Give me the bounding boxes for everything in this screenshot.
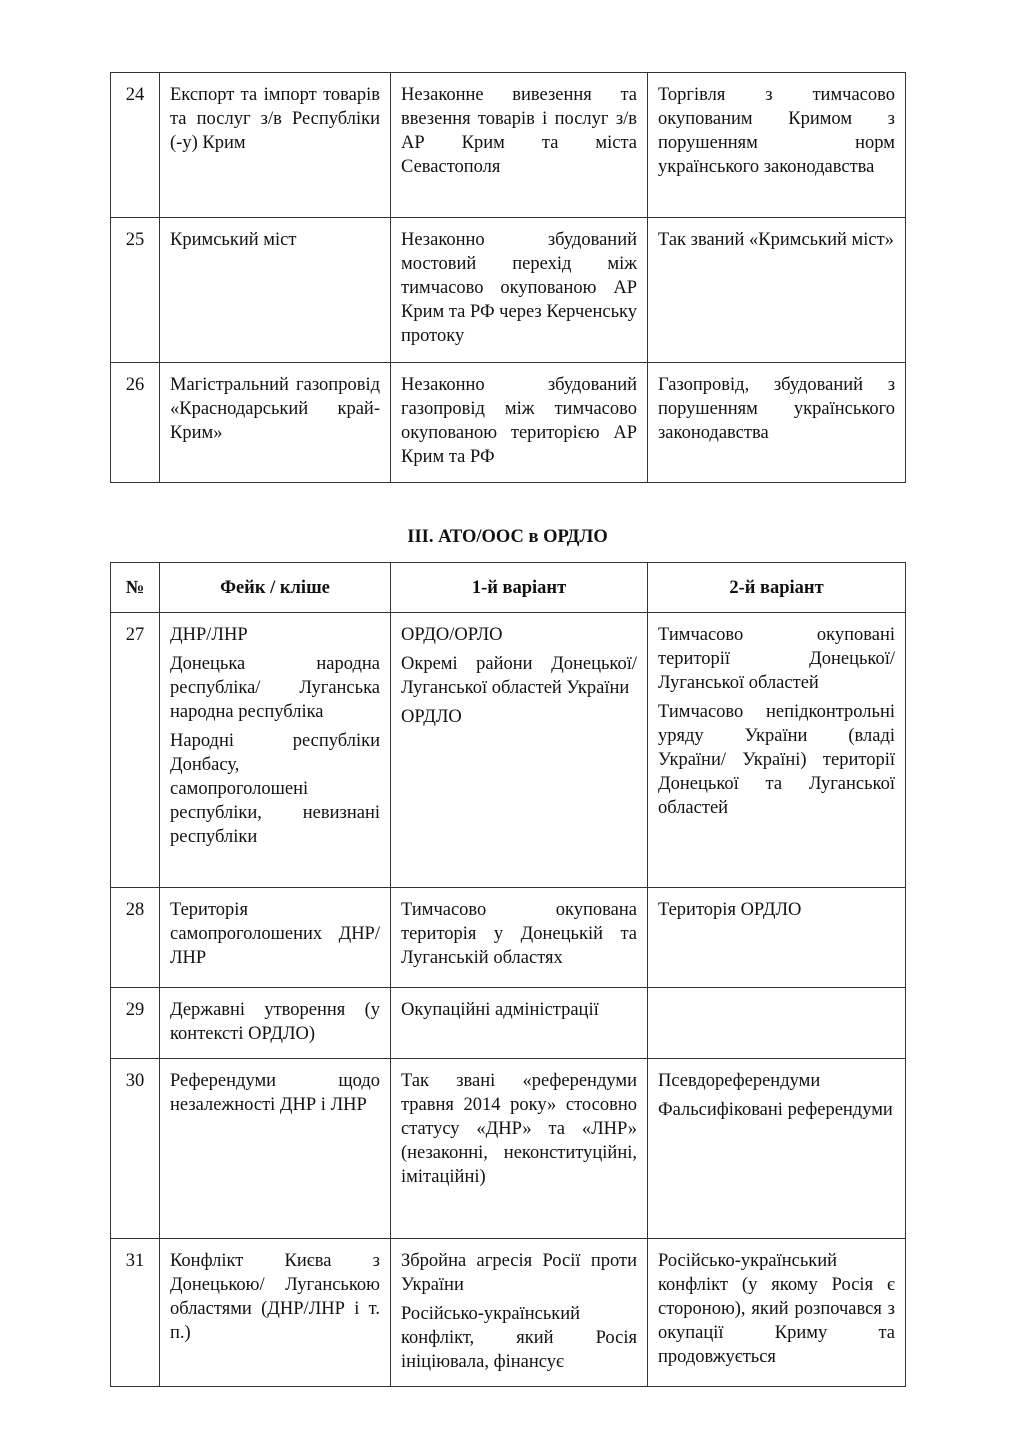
table-crimea-body [111, 73, 906, 483]
cell-paragraph: Російсько-український конфлікт (у якому Росія є стороною), який розпочався з окупації Криму та продовжується [658, 1251, 895, 1367]
cell-variant-2 [648, 888, 906, 988]
cell-paragraph: Тимчасово окуповані території Донецької/ Луганської областей [658, 625, 895, 693]
cell-paragraph: Так званий «Кримський міст» [658, 230, 894, 250]
cell-variant-2 [648, 73, 906, 218]
cell-paragraph: Незаконно збудований мостовий перехід між тимчасово окупованою АР Крим та РФ через Керченську протоку [401, 230, 637, 346]
row-number: 29 [111, 988, 160, 1059]
cell-paragraph: Територія самопроголошених ДНР/ЛНР [170, 900, 380, 968]
cell-variant-1 [391, 73, 648, 218]
table-row [111, 218, 906, 363]
table-row [111, 73, 906, 218]
cell-variant-2 [648, 613, 906, 888]
row-number: 25 [111, 218, 160, 363]
cell-variant-1 [391, 888, 648, 988]
table-ordlo [110, 562, 906, 1387]
table-row [111, 1059, 906, 1239]
cell-paragraph: Фальсифіковані референдуми [658, 1100, 893, 1120]
table-row [111, 988, 906, 1059]
cell-paragraph: Тимчасово непідконтрольні уряду України (владі України/ Україні) території Донецької та Луганської областей [658, 702, 895, 818]
cell-variant-1 [391, 1059, 648, 1239]
cell-variant-2 [648, 1059, 906, 1239]
cell-paragraph: ДНР/ЛНР [170, 625, 248, 645]
cell-paragraph: Територія ОРДЛО [658, 900, 802, 920]
cell-paragraph: Окупаційні адміністрації [401, 1000, 599, 1020]
cell-fake [160, 1239, 391, 1387]
cell-paragraph: Окремі райони Донецької/ Луганської областей України [401, 654, 637, 698]
cell-paragraph: Газопровід, збудований з порушенням українського законодавства [658, 375, 895, 443]
cell-fake [160, 218, 391, 363]
cell-paragraph: Незаконно збудований газопровід між тимчасово окупованою територією АР Крим та РФ [401, 375, 637, 467]
cell-variant-1 [391, 613, 648, 888]
table-row [111, 1239, 906, 1387]
cell-fake [160, 613, 391, 888]
cell-paragraph: Донецька народна республіка/ Луганська народна республіка [170, 654, 380, 722]
section-heading: ІІІ. АТО/ООС в ОРДЛО [407, 527, 608, 547]
cell-paragraph: ОРДО/ОРЛО [401, 625, 503, 645]
header-fake: Фейк / кліше [160, 563, 391, 613]
cell-variant-1 [391, 218, 648, 363]
row-number: 27 [111, 613, 160, 888]
cell-paragraph: Збройна агресія Росії проти України [401, 1251, 637, 1295]
table-row [111, 888, 906, 988]
cell-paragraph: Тимчасово окупована територія у Донецькій та Луганській областях [401, 900, 637, 968]
header-variant-2: 2-й варіант [648, 563, 906, 613]
table-ordlo-header [111, 563, 906, 613]
header-num: № [111, 563, 160, 613]
cell-paragraph: Так звані «референдуми травня 2014 року» стосовно статусу «ДНР» та «ЛНР» (незаконні, неконституційні, імітаційні) [401, 1071, 637, 1187]
row-number: 24 [111, 73, 160, 218]
cell-paragraph: Псевдореферендуми [658, 1071, 821, 1091]
cell-variant-2 [648, 363, 906, 483]
row-number: 26 [111, 363, 160, 483]
row-number: 28 [111, 888, 160, 988]
table-row [111, 363, 906, 483]
cell-paragraph: Кримський міст [170, 230, 297, 250]
cell-paragraph: Народні республіки Донбасу, самопроголошені республіки, невизнані республіки [170, 731, 380, 847]
cell-paragraph: Конфлікт Києва з Донецькою/ Луганською областями (ДНР/ЛНР і т. п.) [170, 1251, 380, 1343]
cell-paragraph: Незаконне вивезення та ввезення товарів і послуг з/в АР Крим та міста Севастополя [401, 85, 637, 177]
cell-variant-1 [391, 988, 648, 1059]
cell-paragraph: Експорт та імпорт товарів та послуг з/в Республіки (-у) Крим [170, 85, 380, 153]
cell-fake [160, 1059, 391, 1239]
row-number: 30 [111, 1059, 160, 1239]
cell-variant-2 [648, 988, 906, 1059]
header-variant-1: 1-й варіант [391, 563, 648, 613]
cell-paragraph: Російсько-український конфлікт, який Росія ініціювала, фінансує [401, 1304, 637, 1372]
cell-paragraph: Торгівля з тимчасово окупованим Кримом з порушенням норм українського законодавства [658, 85, 895, 177]
cell-paragraph: ОРДЛО [401, 707, 462, 727]
cell-paragraph: Магістральний газопровід «Краснодарський край-Крим» [170, 375, 380, 443]
cell-variant-2 [648, 218, 906, 363]
cell-fake [160, 888, 391, 988]
row-number: 31 [111, 1239, 160, 1387]
table-crimea [110, 72, 906, 483]
cell-paragraph: Референдуми щодо незалежності ДНР і ЛНР [170, 1071, 380, 1115]
cell-paragraph: Державні утворення (у контексті ОРДЛО) [170, 1000, 380, 1044]
cell-variant-1 [391, 363, 648, 483]
cell-variant-1 [391, 1239, 648, 1387]
cell-fake [160, 988, 391, 1059]
table-ordlo-body [111, 613, 906, 1387]
cell-fake [160, 73, 391, 218]
header-row [111, 563, 906, 613]
table-row [111, 613, 906, 888]
cell-variant-2 [648, 1239, 906, 1387]
cell-fake [160, 363, 391, 483]
